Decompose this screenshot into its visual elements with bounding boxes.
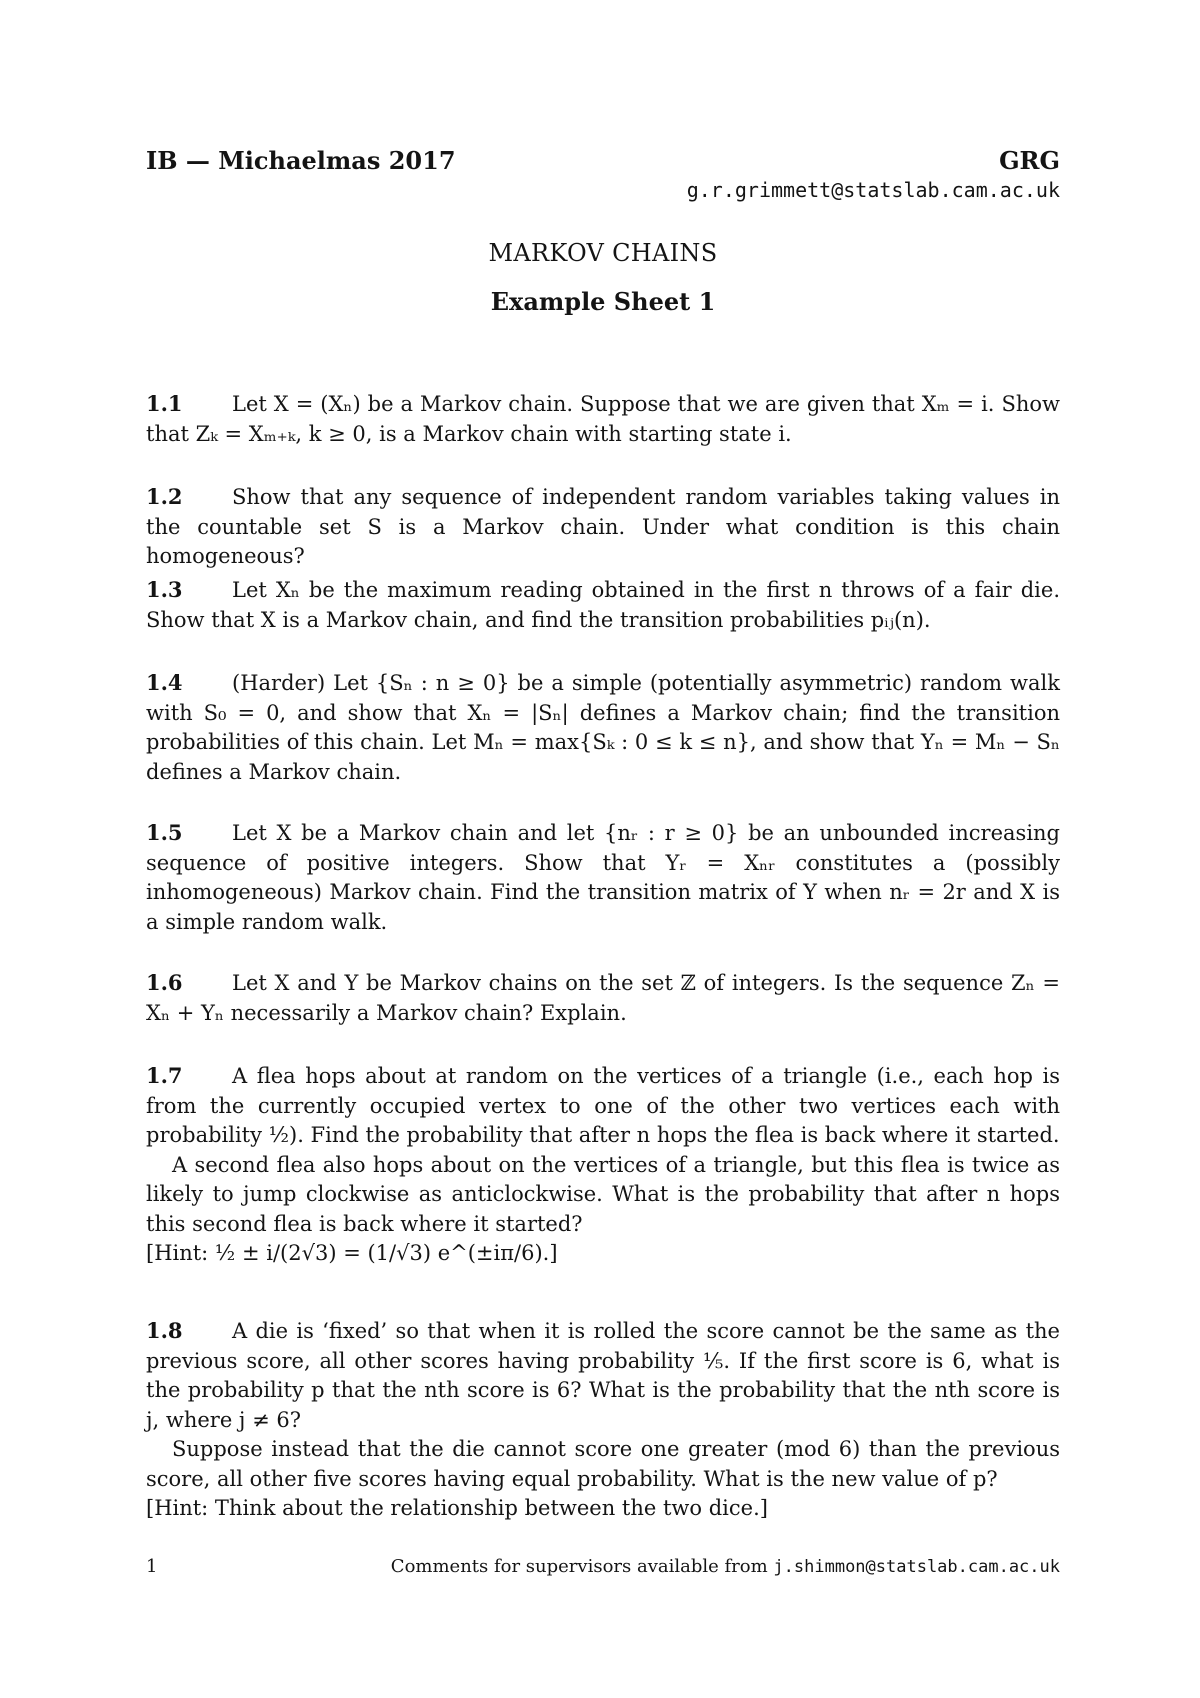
problem-text: Let X be a Markov chain and let {nᵣ : r ≥ 0} be an unbounded increasing sequence of positive integers. Show that Yᵣ = Xₙᵣ constitutes a (possibly inhomogeneous) Markov chain. Find the transition matrix of Y when nᵣ = 2r and X is a simple random walk. [146,821,1060,934]
problem-1-4 [146,668,1060,787]
author-initials: GRG [999,146,1060,175]
problem-text: Let Xₙ be the maximum reading obtained in the first n throws of a fair die. Show that X is a Markov chain, and find the transition probabilities pᵢⱼ(n). [146,578,1060,632]
problem-hint: [Hint: ½ ± i/(2√3) = (1/√3) e^(±iπ/6).] [146,1241,558,1265]
problem-1-3 [146,575,1060,635]
problem-paragraph: A second flea also hops about on the vertices of a triangle, but this flea is twice as likely to jump clockwise as anticlockwise. What is the probability that after n hops this second flea is back where it started? [146,1152,1060,1236]
sheet-subtitle: Example Sheet 1 [490,287,716,316]
problem-number: 1.8 [146,1318,183,1343]
problem-number: 1.7 [146,1063,183,1088]
problem-text: A flea hops about at random on the vertices of a triangle (i.e., each hop is from the currently occupied vertex to one of the other two vertices each with probability ½). Find the probability that after n hops the flea is back where it started. [146,1064,1060,1147]
problem-number: 1.2 [146,484,183,509]
problem-1-6 [146,968,1060,1028]
problem-text: Show that any sequence of independent random variables taking values in the countable set S is a Markov chain. Under what condition is this chain homogeneous? [146,485,1060,568]
problem-1-7 [146,1061,1060,1269]
footer-comment [391,1556,1060,1577]
problem-1-1 [146,389,1060,449]
supervisor-email[interactable]: j.shimmon@statslab.cam.ac.uk [773,1557,1060,1577]
page [146,0,1060,1698]
footer-comment-text: Comments for supervisors available from [390,1556,768,1577]
problem-number: 1.4 [146,670,183,695]
author-email[interactable]: g.r.grimmett@statslab.cam.ac.uk [686,178,1060,202]
problem-text: (Harder) Let {Sₙ : n ≥ 0} be a simple (potentially asymmetric) random walk with S₀ = 0, and show that Xₙ = |Sₙ| defines a Markov chain; find the transition probabilities of this chain. Let Mₙ = max{Sₖ : 0 ≤ k ≤ n}, and show that Yₙ = Mₙ − Sₙ defines a Markov chain. [146,671,1060,784]
header-row [146,146,1060,178]
problem-paragraph: Suppose instead that the die cannot score one greater (mod 6) than the previous score, all other five scores having equal probability. What is the new value of p? [146,1437,1060,1491]
page-number: 1 [146,1556,158,1577]
course-label: IB — Michaelmas 2017 [146,146,456,175]
sheet-title: MARKOV CHAINS [488,239,718,267]
problem-1-8 [146,1316,1060,1524]
problem-number: 1.3 [146,577,183,602]
problem-1-5 [146,818,1060,937]
problem-number: 1.6 [146,970,183,995]
problem-hint: [Hint: Think about the relationship between the two dice.] [146,1496,768,1520]
problem-1-2 [146,482,1060,572]
problem-number: 1.5 [146,820,183,845]
problem-text: A die is ‘fixed’ so that when it is rolled the score cannot be the same as the previous score, all other scores having probability ⅕. If the first score is 6, what is the probability p that the nth score is 6? What is the probability that the nth score is j, where j ≠ 6? [146,1319,1060,1432]
problem-text: Let X and Y be Markov chains on the set ℤ of integers. Is the sequence Zₙ = Xₙ + Yₙ necessarily a Markov chain? Explain. [146,971,1060,1025]
email-row [146,178,1060,208]
problem-text: Let X = (Xₙ) be a Markov chain. Suppose that we are given that Xₘ = i. Show that Zₖ = Xₘ₊ₖ, k ≥ 0, is a Markov chain with starting state i. [146,392,1060,446]
problem-number: 1.1 [146,391,183,416]
